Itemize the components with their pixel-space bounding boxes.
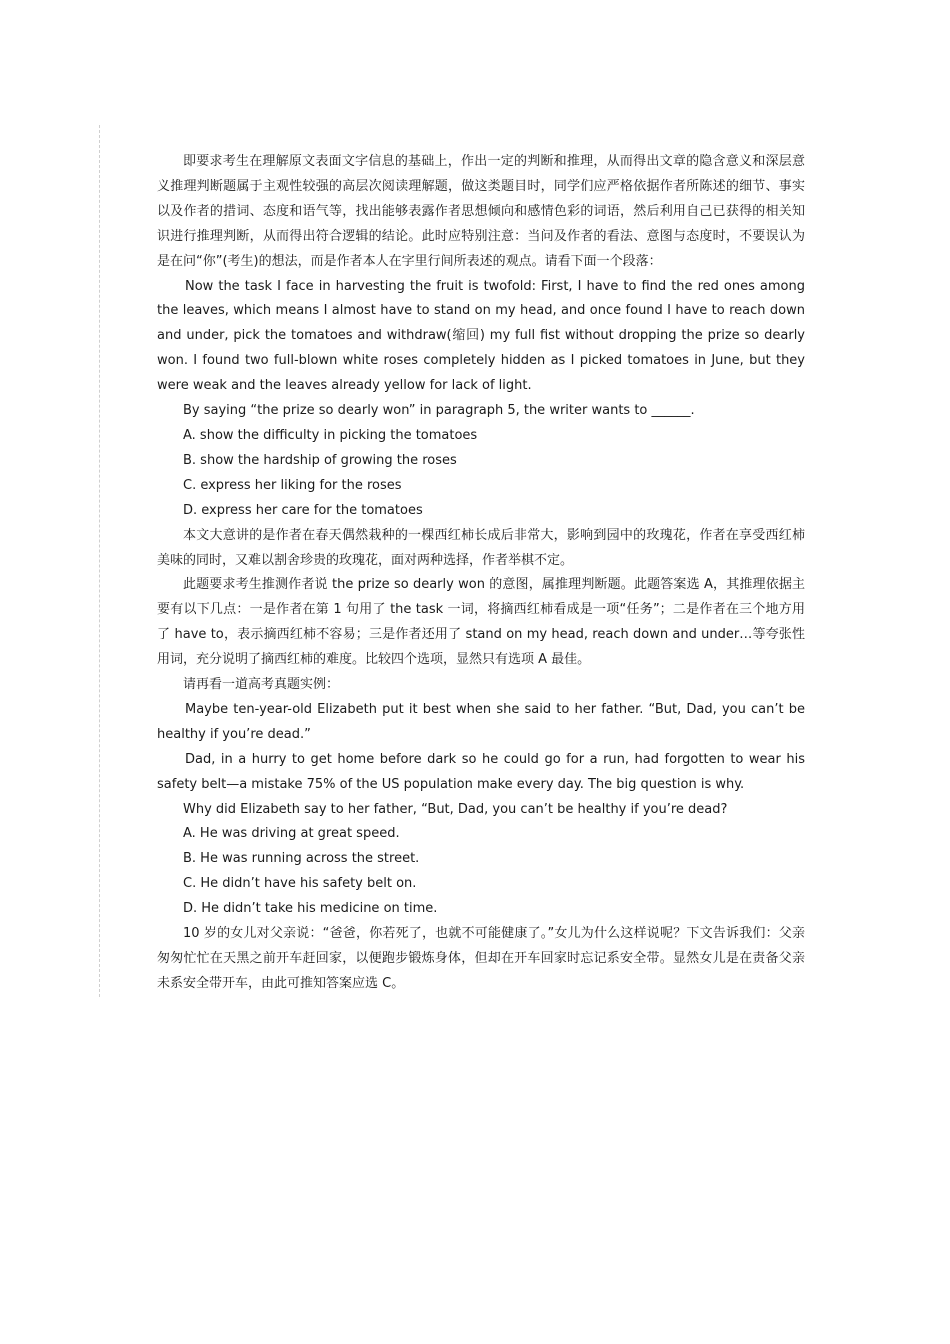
intro-paragraph: 即要求考生在理解原文表面文字信息的基础上，作出一定的判断和推理，从而得出文章的隐含意义和深层意义推理判断题属于主观性较强的高层次阅读理解题，做这类题目时，同学们应严格依据作者所陈述的细节、事实以及作者的措词、态度和语气等，找出能够表露作者思想倾向和感情色彩的词语，然后利用自己已获得的相关知识进行推理判断，从而得出符合逻辑的结论。此时应特别注意：当问及作者的看法、意图与态度时，不要误认为是在问“你”(考生)的想法，而是作者本人在字里行间所表述的观点。请看下面一个段落： xyxy=(157,154,805,269)
question-2-option-b: B. He was running across the street. xyxy=(183,851,420,867)
passage-safety-belt: Dad, in a hurry to get home before dark so he could go for a run, had forgotten to wear his safety belt—a mistake 75% of the US population make every day. The big question is why. xyxy=(157,751,805,792)
question-1-option-a: A. show the difficulty in picking the tomatoes xyxy=(183,427,478,443)
document-body xyxy=(157,150,805,997)
question-1-option-c: C. express her liking for the roses xyxy=(183,477,402,493)
question-1-stem: By saying “the prize so dearly won” in paragraph 5, the writer wants to ______. xyxy=(183,403,695,419)
question-1-option-d: D. express her care for the tomatoes xyxy=(183,502,423,518)
example-2-heading: 请再看一道高考真题实例： xyxy=(183,677,340,693)
question-2-option-a: A. He was driving at great speed. xyxy=(183,826,400,842)
question-2-option-c: C. He didn’t have his safety belt on. xyxy=(183,876,417,892)
passage-1-summary: 本文大意讲的是作者在春天偶然栽种的一棵西红柿长成后非常大，影响到园中的玫瑰花，作者在享受西红柿美味的同时，又难以割舍珍贵的玫瑰花，面对两种选择，作者举棋不定。 xyxy=(157,527,805,568)
question-1-analysis: 此题要求考生推测作者说 the prize so dearly won 的意图，属推理判断题。此题答案选 A，其推理依据主要有以下几点：一是作者在第 1 句用了 the task 一词，将摘西红柿看成是一项“任务”；二是作者在三个地方用了 have to，表示摘西红柿不容易；三是作者还用了 stand on my head, reach down and under…等夸张性用词，充分说明了摘西红柿的难度。比较四个选项，显然只有选项 A 最佳。 xyxy=(157,577,805,668)
page-margin-guide xyxy=(99,125,100,997)
question-2-option-d: D. He didn’t take his medicine on time. xyxy=(183,901,438,917)
question-1-option-b: B. show the hardship of growing the roses xyxy=(183,452,457,468)
passage-elizabeth: Maybe ten-year-old Elizabeth put it best when she said to her father. “But, Dad, you can’t be healthy if you’re dead.” xyxy=(157,701,805,742)
question-2-stem: Why did Elizabeth say to her father, “But, Dad, you can’t be healthy if you’re dead? xyxy=(183,801,728,817)
question-2-analysis: 10 岁的女儿对父亲说：“爸爸，你若死了，也就不可能健康了。”女儿为什么这样说呢？下文告诉我们：父亲匆匆忙忙在天黑之前开车赶回家，以便跑步锻炼身体，但却在开车回家时忘记系安全带。显然女儿是在责备父亲未系安全带开车，由此可推知答案应选 C。 xyxy=(157,926,805,991)
passage-tomatoes: Now the task I face in harvesting the fruit is twofold: First, I have to find the red ones among the leaves, which means I almost have to stand on my head, and once found I have to reach down and under, pick the tomatoes and withdraw(缩回) my full fist without dropping the prize so dearly won. I found two full-blown white roses completely hidden as I picked tomatoes in June, but they were weak and the leaves already yellow for lack of light. xyxy=(157,278,805,394)
